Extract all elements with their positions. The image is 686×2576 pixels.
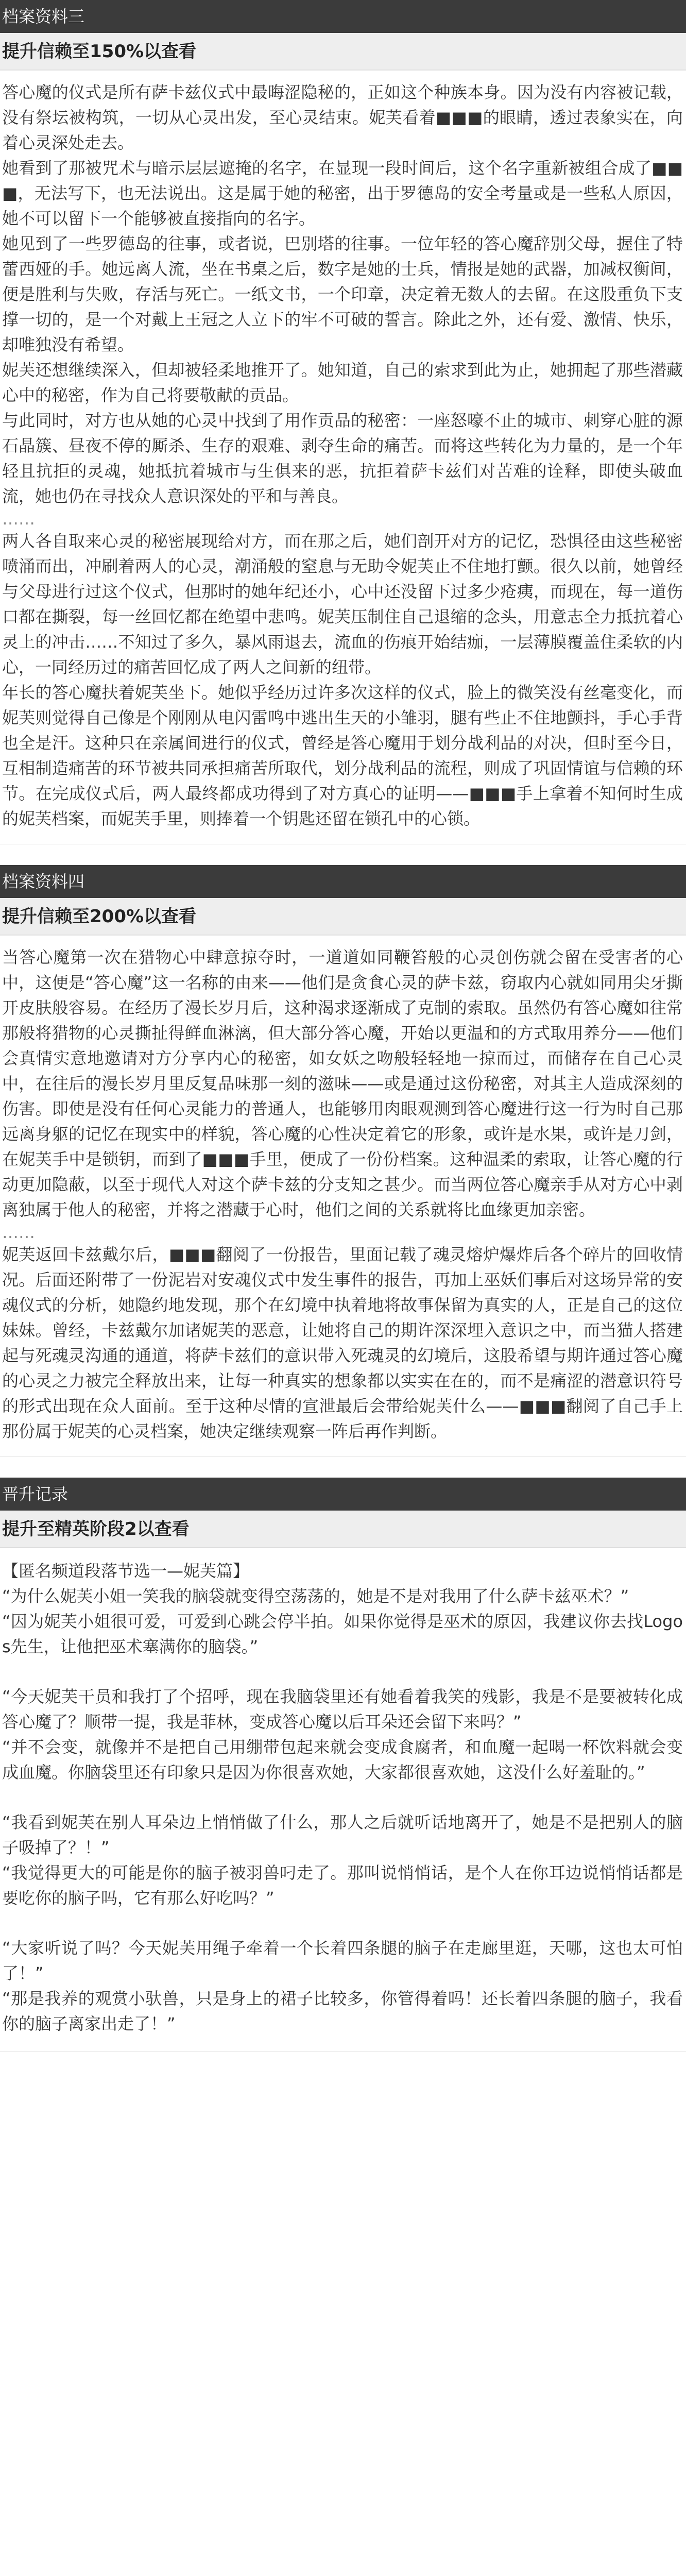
ellipsis: ……	[2, 1223, 35, 1242]
paragraph: 两人各自取来心灵的秘密展现给对方，而在那之后，她们剖开对方的记忆，恐惧径由这些秘密喷涌而出，冲刷着两人的心灵，潮涌般的窒息与无助令妮芙止不住地打颤。很久以前，她曾经与父母进行过这个仪式，但那时的她年纪还小，心中还没留下过多少疮痍，而现在，每一道伤口都在撕裂，每一丝回忆都在绝望中悲鸣。妮芙压制住自己退缩的念头，用意志全力抵抗着心灵上的冲击……不知过了多久，暴风雨退去，流血的伤痕开始结痂，一层薄膜覆盖住柔软的内心，一同经历过的痛苦回忆成了两人之间新的纽带。	[2, 531, 683, 677]
promotion-unlock-header: 提升至精英阶段2以查看	[0, 1511, 686, 1548]
dialog-line: “为什么妮芙小姐一笑我的脑袋就变得空荡荡的，她是不是对我用了什么萨卡兹巫术？”	[2, 1586, 629, 1606]
archive4-unlock-header: 提升信赖至200%以查看	[0, 898, 686, 935]
paragraph: 与此同时，对方也从她的心灵中找到了用作贡品的秘密：一座怒嚎不止的城市、刺穿心脏的源石晶簇、昼夜不停的厮杀、生存的艰难、剥夺生命的痛苦。而将这些转化为力量的，是一个年轻且抗拒的灵魂，她抵抗着城市与生俱来的恶，抗拒着萨卡兹们对苦难的诠释，即使头破血流，她也仍在寻找众人意识深处的平和与善良。	[2, 411, 683, 506]
archive4-content	[0, 935, 686, 1457]
archive3-content	[0, 70, 686, 844]
paragraph: 妮芙还想继续深入，但却被轻柔地推开了。她知道，自己的索求到此为止，她拥起了那些潜藏心中的秘密，作为自己将要敬献的贡品。	[2, 360, 683, 405]
ellipsis: ……	[2, 509, 35, 529]
paragraph: 妮芙返回卡兹戴尔后，■■■翻阅了一份报告，里面记载了魂灵熔炉爆炸后各个碎片的回收情况。后面还附带了一份泥岩对安魂仪式中发生事件的报告，再加上巫妖们事后对这场异常的安魂仪式的分析，她隐约地发现，那个在幻境中执着地将故事保留为真实的人，正是自己的这位妹妹。曾经，卡兹戴尔加诸妮芙的恶意，让她将自己的期许深深埋入意识之中，而当猫人搭建起与死魂灵沟通的通道，将萨卡兹们的意识带入死魂灵的幻境后，这股希望与期许通过答心魔的心灵之力被完全释放出来，让每一种真实的想象都以实实在在的，而不是痛涩的潜意识符号的形式出现在众人面前。至于这种尽情的宣泄最后会带给妮芙什么——■■■翻阅了自己手上那份属于妮芙的心灵档案，她决定继续观察一阵后再作判断。	[2, 1245, 683, 1441]
dialog-line: “我看到妮芙在别人耳朵边上悄悄做了什么，那人之后就听话地离开了，她是不是把别人的脑子吸掉了？！”	[2, 1812, 683, 1857]
paragraph: 当答心魔第一次在猎物心中肆意掠夺时，一道道如同鞭笞般的心灵创伤就会留在受害者的心中，这便是“答心魔”这一名称的由来——他们是贪食心灵的萨卡兹，窃取内心就如同用尖牙撕开皮肤般容易。在经历了漫长岁月后，这种渴求逐渐成了克制的索取。虽然仍有答心魔如往常那般将猎物的心灵撕扯得鲜血淋漓，但大部分答心魔，开始以更温和的方式取用养分——他们会真情实意地邀请对方分享内心的秘密，如女妖之吻般轻轻地一掠而过，而储存在自己心灵中，在往后的漫长岁月里反复品味那一刻的滋味——或是通过这份秘密，对其主人造成深刻的伤害。即使是没有任何心灵能力的普通人，也能够用肉眼观测到答心魔进行这一行为时自己那远离身躯的记忆在现实中的样貌，答心魔的心性决定着它的形象，或许是水果，或许是刀剑，在妮芙手中是锁钥，而到了■■■手里，便成了一份份档案。这种温柔的索取，让答心魔的行动更加隐蔽，以至于现代人对这个萨卡兹的分支知之甚少。而当两位答心魔亲手从对方心中剥离独属于他人的秘密，并将之潜藏于心时，他们之间的关系就将比血缘更加亲密。	[2, 947, 683, 1219]
archive3-section-header: 档案资料三	[0, 0, 686, 33]
dialog-line: “今天妮芙干员和我打了个招呼，现在我脑袋里还有她看着我笑的残影，我是不是要被转化成答心魔了？顺带一提，我是菲林，变成答心魔以后耳朵还会留下来吗？”	[2, 1687, 683, 1732]
archive3-unlock-header: 提升信赖至150%以查看	[0, 33, 686, 70]
dialog-line: “大家听说了吗？今天妮芙用绳子牵着一个长着四条腿的脑子在走廊里逛，天哪，这也太可怕了！”	[2, 1938, 683, 1983]
promotion-section-header: 晋升记录	[0, 1478, 686, 1511]
dialog-title: 【匿名频道段落节选一—妮芙篇】	[2, 1561, 250, 1581]
dialog-line: “那是我养的观赏小驮兽，只是身上的裙子比较多，你管得着吗！还长着四条腿的脑子，我看你的脑子离家出走了！”	[2, 1989, 683, 2033]
dialog-line: “并不会变，就像并不是把自己用绷带包起来就会变成食腐者，和血魔一起喝一杯饮料就会变成血魔。你脑袋里还有印象只是因为你很喜欢她，大家都很喜欢她，这没什么好羞耻的。”	[2, 1737, 683, 1782]
paragraph: 她见到了一些罗德岛的往事，或者说，巴别塔的往事。一位年轻的答心魔辞别父母，握住了特蕾西娅的手。她远离人流，坐在书桌之后，数字是她的士兵，情报是她的武器，加减权衡间，便是胜利与失败，存活与死亡。一纸文书，一个印章，决定着无数人的去留。在这股重负下支撑一切的，是一个对戴上王冠之人立下的牢不可破的誓言。除此之外，还有爱、激情、快乐，却唯独没有希望。	[2, 234, 683, 354]
paragraph: 年长的答心魔扶着妮芙坐下。她似乎经历过许多次这样的仪式，脸上的微笑没有丝毫变化，而妮芙则觉得自己像是个刚刚从电闪雷鸣中逃出生天的小雏羽，腿有些止不住地颤抖，手心手背也全是汗。这种只在亲属间进行的仪式，曾经是答心魔用于划分战利品的对决，但时至今日，互相制造痛苦的环节被共同承担痛苦所取代，划分战利品的流程，则成了巩固情谊与信赖的环节。在完成仪式后，两人最终都成功得到了对方真心的证明——■■■手上拿着不知何时生成的妮芙档案，而妮芙手里，则捧着一个钥匙还留在锁孔中的心锁。	[2, 683, 683, 828]
dialog-line: “因为妮芙小姐很可爱，可爱到心跳会停半拍。如果你觉得是巫术的原因，我建议你去找Logos先生，让他把巫术塞满你的脑袋。”	[2, 1612, 683, 1656]
promotion-content	[0, 1548, 686, 2052]
paragraph: 她看到了那被咒术与暗示层层遮掩的名字，在显现一段时间后，这个名字重新被组合成了■■■，无法写下，也无法说出。这是属于她的秘密，出于罗德岛的安全考量或是一些私人原因，她不可以留下一个能够被直接指向的名字。	[2, 158, 683, 228]
dialog-line: “我觉得更大的可能是你的脑子被羽兽叼走了。那叫说悄悄话，是个人在你耳边说悄悄话都是要吃你的脑子吗，它有那么好吃吗？”	[2, 1863, 683, 1908]
paragraph: 答心魔的仪式是所有萨卡兹仪式中最晦涩隐秘的，正如这个种族本身。因为没有内容被记载，没有祭坛被构筑，一切从心灵出发，至心灵结束。妮芙看着■■■的眼睛，透过表象实在，向着心灵深处走去。	[2, 82, 683, 152]
archive4-section-header: 档案资料四	[0, 865, 686, 898]
